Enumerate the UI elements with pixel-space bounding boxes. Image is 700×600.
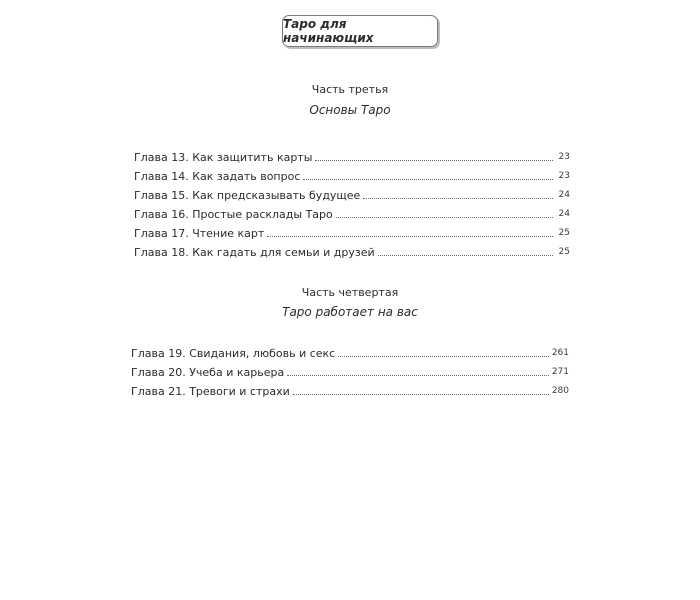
toc-page-number: 271 (551, 367, 569, 377)
toc-dot-leader (363, 198, 553, 199)
toc-entry-chapter-17[interactable] (134, 221, 570, 240)
toc-entry-chapter-16[interactable] (134, 202, 570, 221)
running-header-title: Таро для начинающих (283, 17, 374, 45)
toc-page-number: 23 (558, 152, 570, 162)
toc-dot-leader (315, 160, 553, 161)
toc-entry-chapter-13[interactable] (134, 145, 570, 164)
toc-entry-text: Глава 15. Как предсказывать будущее (134, 189, 361, 202)
toc-entry-chapter-21[interactable] (131, 379, 569, 398)
toc-entry-chapter-15[interactable] (134, 183, 570, 202)
toc-page-number: 25 (558, 247, 570, 257)
toc-dot-leader (336, 217, 553, 218)
toc-page-number: 24 (558, 209, 570, 219)
part-3-title: Основы Таро (309, 103, 391, 117)
part-4-title: Таро работает на вас (282, 305, 418, 319)
toc-dot-leader (303, 179, 553, 180)
toc-dot-leader (267, 236, 553, 237)
part-4-label: Часть четвертая (301, 286, 399, 299)
toc-entry-chapter-18[interactable] (134, 240, 570, 259)
toc-entry-chapter-14[interactable] (134, 164, 570, 183)
toc-entry-text: Глава 19. Свидания, любовь и секс (131, 347, 336, 360)
part-3-label: Часть третья (311, 83, 389, 96)
toc-entry-text: Глава 17. Чтение карт (134, 227, 265, 240)
toc-page-number: 23 (558, 171, 570, 181)
toc-entry-text: Глава 13. Как защитить карты (134, 151, 313, 164)
toc-page-number: 280 (551, 386, 569, 396)
toc-entry-chapter-20[interactable] (131, 360, 569, 379)
toc-dot-leader (287, 375, 549, 376)
part-4-toc (131, 341, 569, 398)
toc-dot-leader (378, 255, 553, 256)
toc-entry-chapter-19[interactable] (131, 341, 569, 360)
running-header (282, 15, 438, 47)
toc-entry-text: Глава 21. Тревоги и страхи (131, 385, 290, 398)
toc-dot-leader (338, 356, 549, 357)
toc-page-number: 261 (551, 348, 569, 358)
toc-page-number: 24 (558, 190, 570, 200)
toc-dot-leader (293, 394, 549, 395)
toc-entry-text: Глава 20. Учеба и карьера (131, 366, 285, 379)
toc-entry-text: Глава 14. Как задать вопрос (134, 170, 301, 183)
part-3-toc (134, 145, 570, 259)
toc-page-number: 25 (558, 228, 570, 238)
toc-entry-text: Глава 18. Как гадать для семьи и друзей (134, 246, 375, 259)
toc-entry-text: Глава 16. Простые расклады Таро (134, 208, 333, 221)
